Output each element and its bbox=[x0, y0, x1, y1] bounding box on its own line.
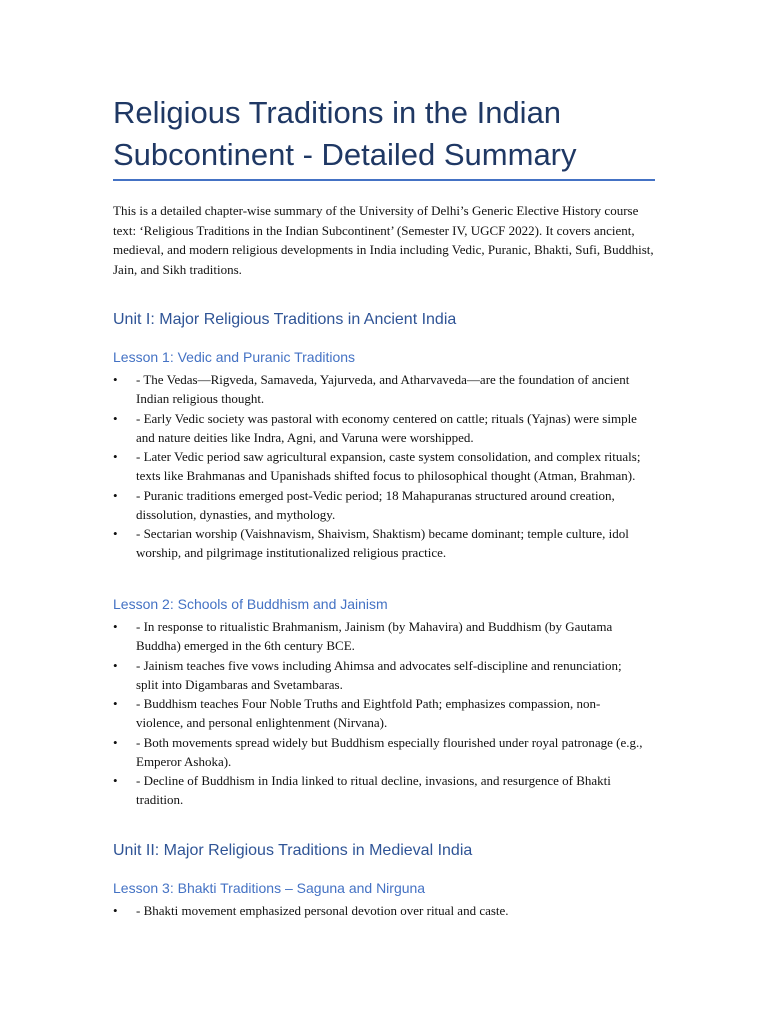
list-item-text: - Bhakti movement emphasized personal devotion over ritual and caste. bbox=[136, 903, 509, 918]
list-item bbox=[113, 733, 643, 771]
list-item-text: - Both movements spread widely but Buddhism especially flourished under royal patronage (e.g., Emperor Ashoka). bbox=[136, 734, 643, 769]
lesson-heading: Lesson 3: Bhakti Traditions – Saguna and Nirguna bbox=[113, 880, 426, 896]
bullet-icon: • bbox=[113, 410, 118, 426]
list-item bbox=[113, 656, 643, 694]
list-item-text: - Decline of Buddhism in India linked to ritual decline, invasions, and resurgence of Bhakti tradition. bbox=[136, 773, 611, 808]
bullet-list bbox=[113, 370, 643, 563]
list-item-text: - Early Vedic society was pastoral with economy centered on cattle; rituals (Yajnas) were simple and nature deities like Indra, Agni, and Varuna were worshipped. bbox=[136, 410, 637, 445]
bullet-icon: • bbox=[113, 734, 118, 750]
unit-heading: Unit I: Major Religious Traditions in Ancient India bbox=[113, 311, 457, 328]
list-item bbox=[113, 771, 643, 809]
bullet-icon: • bbox=[113, 903, 118, 918]
bullet-icon: • bbox=[113, 619, 118, 634]
list-item-text: - Sectarian worship (Vaishnavism, Shaivism, Shaktism) became dominant; temple culture, idol worship, and pilgrimage institutionalized religious practice. bbox=[136, 526, 629, 561]
bullet-list bbox=[113, 901, 643, 921]
lesson-heading: Lesson 1: Vedic and Puranic Traditions bbox=[113, 349, 356, 365]
list-item-text: - Puranic traditions emerged post-Vedic period; 18 Mahapuranas structured around creation, dissolution, dynasties, and mythology. bbox=[136, 487, 615, 522]
bullet-icon: • bbox=[113, 773, 118, 789]
bullet-icon: • bbox=[113, 657, 118, 673]
bullet-icon: • bbox=[113, 449, 118, 465]
bullet-list bbox=[113, 617, 643, 810]
unit-heading: Unit II: Major Religious Traditions in Medieval India bbox=[113, 842, 473, 859]
list-item bbox=[113, 901, 643, 920]
bullet-icon: • bbox=[113, 526, 118, 542]
document-title: Religious Traditions in the Indian Subcontinent - Detailed Summary bbox=[113, 95, 577, 172]
list-item-text: - The Vedas—Rigveda, Samaveda, Yajurveda, and Atharvaveda—are the foundation of ancient Indian religious thought. bbox=[136, 372, 630, 406]
lesson-heading: Lesson 2: Schools of Buddhism and Jainism bbox=[113, 596, 388, 612]
list-item bbox=[113, 370, 643, 408]
list-item bbox=[113, 447, 643, 485]
list-item-text: - Jainism teaches five vows including Ahimsa and advocates self-discipline and renunciation; split into Digambaras and Svetambaras. bbox=[136, 657, 622, 692]
title-underline bbox=[113, 179, 655, 181]
bullet-icon: • bbox=[113, 372, 118, 387]
list-item-text: - In response to ritualistic Brahmanism, Jainism (by Mahavira) and Buddhism (by Gautama Buddha) emerged in the 6th century BCE. bbox=[136, 619, 613, 653]
list-item bbox=[113, 694, 643, 732]
bullet-icon: • bbox=[113, 696, 118, 712]
list-item-text: - Buddhism teaches Four Noble Truths and Eightfold Path; emphasizes compassion, non-violence, and personal enlightenment (Nirvana). bbox=[136, 696, 601, 731]
list-item bbox=[113, 486, 643, 524]
list-item-text: - Later Vedic period saw agricultural expansion, caste system consolidation, and complex rituals; texts like Brahmanas and Upanishads shifted focus to philosophical thought (Atman, Brahman). bbox=[136, 449, 641, 484]
list-item bbox=[113, 524, 643, 562]
intro-paragraph: This is a detailed chapter-wise summary of the University of Delhi’s Generic Elective History course text: ‘Religious Traditions in the Indian Subcontinent’ (Semester IV, UGCF 2022). It covers ancient, medieval, and modern religious developments in India including Vedic, Puranic, Bhakti, Sufi, Buddhist, Jain, and Sikh traditions. bbox=[113, 203, 654, 277]
bullet-icon: • bbox=[113, 487, 118, 503]
list-item bbox=[113, 617, 643, 655]
list-item bbox=[113, 409, 643, 447]
